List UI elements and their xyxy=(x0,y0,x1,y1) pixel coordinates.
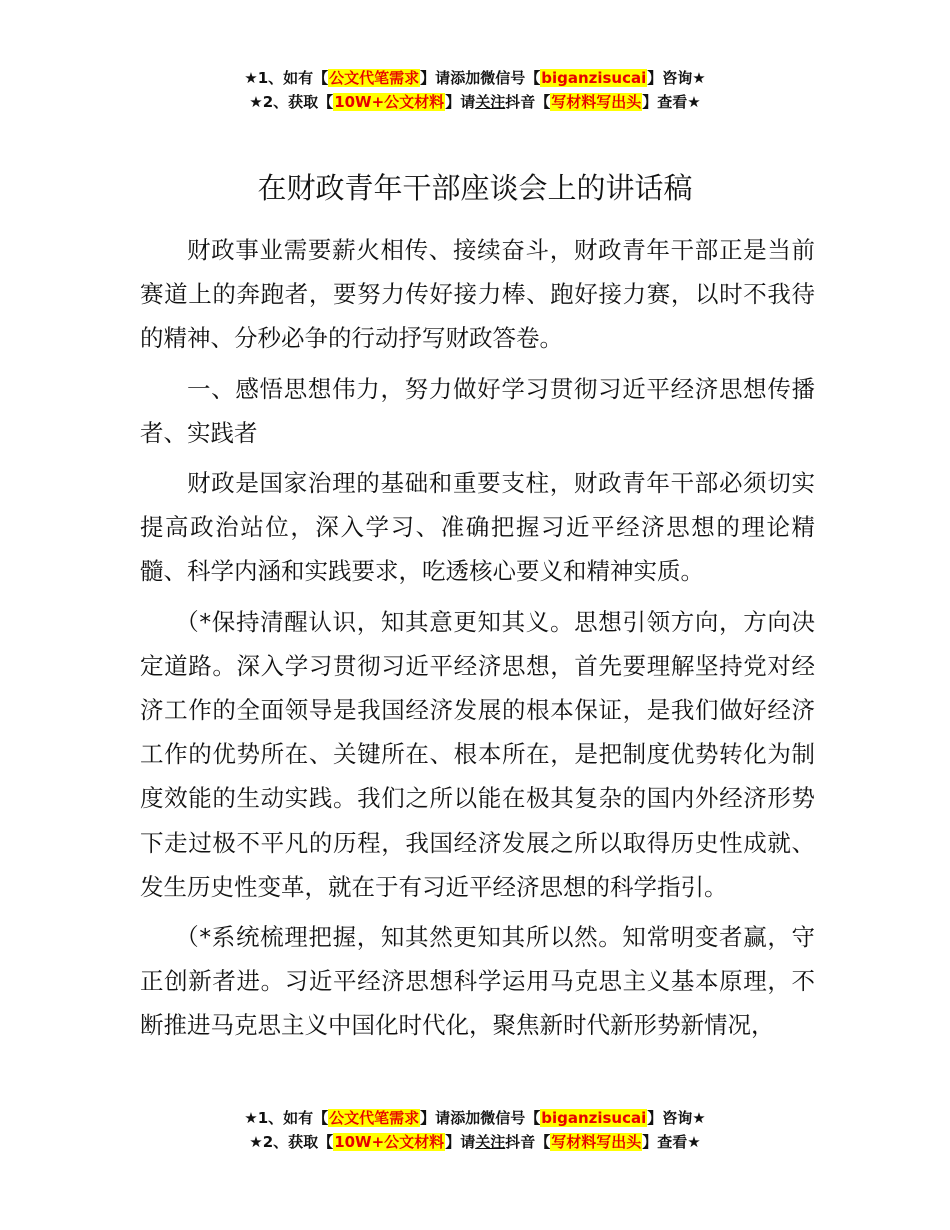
promo-highlight: biganzisucai xyxy=(541,69,647,87)
promo-text: ★1、如有【 xyxy=(244,1109,329,1127)
promo-highlight: 写材料写出头 xyxy=(551,1133,642,1151)
promo-text: ★2、获取【 xyxy=(249,1133,334,1151)
promo-line-1 xyxy=(0,1106,950,1130)
promo-text: 】查看★ xyxy=(642,1133,701,1151)
promo-banner-top xyxy=(0,66,950,114)
promo-emphasis: 关注 xyxy=(475,1133,506,1151)
promo-text: 抖音【 xyxy=(505,93,551,111)
promo-text: 】咨询★ xyxy=(647,69,706,87)
promo-highlight: 写材料写出头 xyxy=(551,93,642,111)
promo-highlight: biganzisucai xyxy=(541,1109,647,1127)
promo-text: 】请 xyxy=(420,1109,451,1127)
promo-text: 】查看★ xyxy=(642,93,701,111)
promo-line-2 xyxy=(0,90,950,114)
promo-highlight: 10W+公文材料 xyxy=(334,1133,445,1151)
promo-line-1 xyxy=(0,66,950,90)
promo-text: 微信号【 xyxy=(480,69,541,87)
promo-text: 抖音【 xyxy=(505,1133,551,1151)
document-title: 在财政青年干部座谈会上的讲话稿 xyxy=(257,171,693,205)
paragraph: 财政是国家治理的基础和重要支柱，财政青年干部必须切实提高政治站位，深入学习、准确把握习近平经济思想的理论精髓、科学内涵和实践要求，吃透核心要义和精神实质。 xyxy=(140,469,815,586)
promo-text: ★2、获取【 xyxy=(249,93,334,111)
promo-text: 】请 xyxy=(445,93,476,111)
promo-emphasis: 关注 xyxy=(475,93,506,111)
promo-text: 】请 xyxy=(445,1133,476,1151)
promo-highlight: 公文代笔需求 xyxy=(329,1109,420,1127)
paragraph: （*保持清醒认识，知其意更知其义。思想引领方向，方向决定道路。深入学习贯彻习近平经济思想，首先要理解坚持党对经济工作的全面领导是我国经济发展的根本保证，是我们做好经济工作的优势所在、关键所在、根本所在，是把制度优势转化为制度效能的生动实践。我们之所以能在极其复杂的国内外经济形势下走过极不平凡的历程，我国经济发展之所以取得历史性成就、发生历史性变革，就在于有习近平经济思想的科学指引。 xyxy=(140,607,815,901)
promo-emphasis: 添加 xyxy=(450,69,481,87)
document-body xyxy=(140,228,815,1054)
promo-highlight: 公文代笔需求 xyxy=(329,69,420,87)
paragraph: （*系统梳理把握，知其然更知其所以然。知常明变者赢，守正创新者进。习近平经济思想科学运用马克思主义基本原理，不断推进马克思主义中国化时代化，聚焦新时代新形势新情况， xyxy=(140,923,815,1040)
paragraph: 财政事业需要薪火相传、接续奋斗，财政青年干部正是当前赛道上的奔跑者，要努力传好接力棒、跑好接力赛，以时不我待的精神、分秒必争的行动抒写财政答卷。 xyxy=(140,236,815,353)
promo-text: 微信号【 xyxy=(480,1109,541,1127)
promo-text: 】咨询★ xyxy=(647,1109,706,1127)
section-heading: 一、感悟思想伟力，努力做好学习贯彻习近平经济思想传播者、实践者 xyxy=(140,374,815,447)
promo-text: ★1、如有【 xyxy=(244,69,329,87)
promo-line-2 xyxy=(0,1130,950,1154)
promo-highlight: 10W+公文材料 xyxy=(334,93,445,111)
promo-banner-bottom xyxy=(0,1106,950,1154)
promo-text: 】请 xyxy=(420,69,451,87)
promo-emphasis: 添加 xyxy=(450,1109,481,1127)
